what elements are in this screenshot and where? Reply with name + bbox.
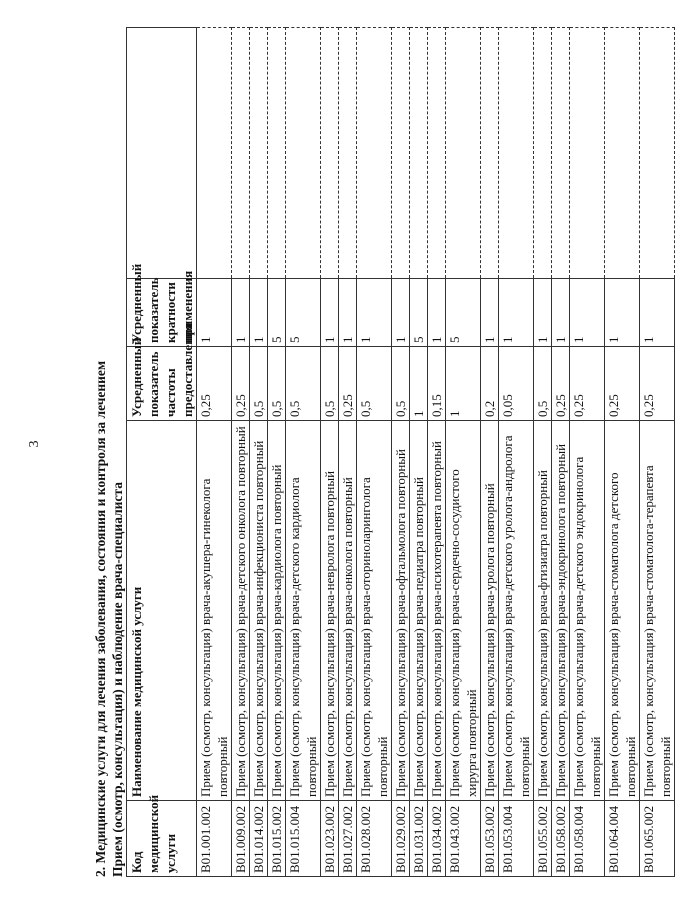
cell-code: B01.029.002 <box>392 801 410 877</box>
cell-multiplicity: 5 <box>446 279 481 347</box>
cell-empty <box>481 28 499 279</box>
cell-multiplicity: 5 <box>286 279 321 347</box>
cell-multiplicity: 5 <box>268 279 286 347</box>
cell-frequency: 1 <box>446 347 481 421</box>
cell-code: B01.058.004 <box>570 801 605 877</box>
cell-empty <box>605 28 640 279</box>
cell-frequency: 0,5 <box>268 347 286 421</box>
cell-name: Прием (осмотр, консультация) врача-невролога повторный <box>321 421 339 801</box>
cell-name: Прием (осмотр, консультация) врача-детского кардиолога повторный <box>286 421 321 801</box>
table-row <box>570 28 605 877</box>
cell-code: B01.055.002 <box>534 801 552 877</box>
cell-frequency: 0,05 <box>499 347 534 421</box>
cell-code: B01.015.002 <box>268 801 286 877</box>
cell-name: Прием (осмотр, консультация) врача-кардиолога повторный <box>268 421 286 801</box>
cell-name: Прием (осмотр, консультация) врача-инфекциониста повторный <box>250 421 268 801</box>
cell-code: B01.009.002 <box>232 801 250 877</box>
cell-empty <box>410 28 428 279</box>
cell-frequency: 0,15 <box>428 347 446 421</box>
table-row <box>410 28 428 877</box>
cell-multiplicity: 1 <box>605 279 640 347</box>
cell-multiplicity: 1 <box>552 279 570 347</box>
cell-code: B01.031.002 <box>410 801 428 877</box>
table-row <box>250 28 268 877</box>
table-row <box>286 28 321 877</box>
cell-name: Прием (осмотр, консультация) врача-детского уролога-андролога повторный <box>499 421 534 801</box>
header-frequency: Усредненный показатель частоты предоставления <box>127 347 197 421</box>
cell-empty <box>339 28 357 279</box>
cell-name: Прием (осмотр, консультация) врача-акушера-гинеколога повторный <box>197 421 232 801</box>
table-row <box>499 28 534 877</box>
table-row <box>357 28 392 877</box>
page-number: 3 <box>27 440 42 448</box>
cell-name: Прием (осмотр, консультация) врача-стоматолога-терапевта повторный <box>640 421 675 801</box>
table-row <box>605 28 640 877</box>
cell-empty <box>499 28 534 279</box>
cell-multiplicity: 5 <box>410 279 428 347</box>
table-row <box>321 28 339 877</box>
cell-multiplicity: 1 <box>232 279 250 347</box>
cell-multiplicity: 1 <box>534 279 552 347</box>
cell-empty <box>570 28 605 279</box>
cell-multiplicity: 1 <box>339 279 357 347</box>
cell-code: B01.065.002 <box>640 801 675 877</box>
cell-multiplicity: 1 <box>321 279 339 347</box>
header-multiplicity: Усредненный показатель кратности применения <box>127 279 197 347</box>
cell-frequency: 1 <box>410 347 428 421</box>
cell-empty <box>534 28 552 279</box>
table-row <box>534 28 552 877</box>
cell-multiplicity: 1 <box>570 279 605 347</box>
cell-code: B01.023.002 <box>321 801 339 877</box>
header-name: Наименование медицинской услуги <box>127 421 197 801</box>
cell-multiplicity: 1 <box>481 279 499 347</box>
header-empty <box>127 28 197 279</box>
services-table <box>126 27 675 877</box>
cell-multiplicity: 1 <box>640 279 675 347</box>
cell-frequency: 0,25 <box>552 347 570 421</box>
table-row <box>481 28 499 877</box>
cell-name: Прием (осмотр, консультация) врача-фтизиатра повторный <box>534 421 552 801</box>
cell-multiplicity: 1 <box>250 279 268 347</box>
cell-frequency: 0,25 <box>640 347 675 421</box>
table-header-row <box>127 28 197 877</box>
cell-name: Прием (осмотр, консультация) врача-уролога повторный <box>481 421 499 801</box>
cell-code: B01.053.002 <box>481 801 499 877</box>
cell-name: Прием (осмотр, консультация) врача-стоматолога детского повторный <box>605 421 640 801</box>
cell-name: Прием (осмотр, консультация) врача-оториноларинголога повторный <box>357 421 392 801</box>
cell-empty <box>197 28 232 279</box>
cell-empty <box>552 28 570 279</box>
table-row <box>552 28 570 877</box>
table-body <box>197 28 675 877</box>
cell-frequency: 0,25 <box>605 347 640 421</box>
cell-empty <box>357 28 392 279</box>
cell-empty <box>250 28 268 279</box>
cell-code: B01.027.002 <box>339 801 357 877</box>
cell-code: B01.034.002 <box>428 801 446 877</box>
cell-empty <box>232 28 250 279</box>
cell-empty <box>392 28 410 279</box>
cell-name: Прием (осмотр, консультация) врача-детского эндокринолога повторный <box>570 421 605 801</box>
cell-code: B01.043.002 <box>446 801 481 877</box>
table-row <box>232 28 250 877</box>
cell-name: Прием (осмотр, консультация) врача-онколога повторный <box>339 421 357 801</box>
cell-frequency: 0,25 <box>570 347 605 421</box>
cell-multiplicity: 1 <box>357 279 392 347</box>
cell-code: B01.015.004 <box>286 801 321 877</box>
cell-empty <box>268 28 286 279</box>
cell-name: Прием (осмотр, консультация) врача-сердечно-сосудистого хирурга повторный <box>446 421 481 801</box>
cell-code: B01.028.002 <box>357 801 392 877</box>
cell-frequency: 0,5 <box>321 347 339 421</box>
cell-frequency: 0,2 <box>481 347 499 421</box>
cell-name: Прием (осмотр, консультация) врача-психотерапевта повторный <box>428 421 446 801</box>
header-code: Код медицинской услуги <box>127 801 197 877</box>
cell-frequency: 0,5 <box>250 347 268 421</box>
cell-code: B01.064.004 <box>605 801 640 877</box>
section-title: 2. Медицинские услуги для лечения заболевания, состояния и контроля за лечением <box>93 360 108 877</box>
cell-code: B01.001.002 <box>197 801 232 877</box>
cell-multiplicity: 1 <box>428 279 446 347</box>
cell-frequency: 0,25 <box>232 347 250 421</box>
cell-empty <box>321 28 339 279</box>
cell-code: B01.053.004 <box>499 801 534 877</box>
table-row <box>339 28 357 877</box>
cell-frequency: 0,5 <box>357 347 392 421</box>
rotated-content <box>92 22 673 877</box>
subsection-title: Прием (осмотр, консультация) и наблюдение врача-специалиста <box>110 482 125 877</box>
cell-code: B01.058.002 <box>552 801 570 877</box>
cell-multiplicity: 1 <box>392 279 410 347</box>
table-row <box>197 28 232 877</box>
cell-multiplicity: 1 <box>197 279 232 347</box>
table-row <box>392 28 410 877</box>
cell-frequency: 0,25 <box>197 347 232 421</box>
cell-empty <box>286 28 321 279</box>
cell-name: Прием (осмотр, консультация) врача-педиатра повторный <box>410 421 428 801</box>
table-row <box>268 28 286 877</box>
table-row <box>640 28 675 877</box>
cell-frequency: 0,5 <box>392 347 410 421</box>
cell-frequency: 0,5 <box>534 347 552 421</box>
table-row <box>446 28 481 877</box>
cell-name: Прием (осмотр, консультация) врача-эндокринолога повторный <box>552 421 570 801</box>
cell-empty <box>640 28 675 279</box>
cell-code: B01.014.002 <box>250 801 268 877</box>
cell-empty <box>446 28 481 279</box>
cell-frequency: 0,5 <box>286 347 321 421</box>
cell-empty <box>428 28 446 279</box>
cell-frequency: 0,25 <box>339 347 357 421</box>
cell-name: Прием (осмотр, консультация) врача-детского онколога повторный <box>232 421 250 801</box>
cell-multiplicity: 1 <box>499 279 534 347</box>
cell-name: Прием (осмотр, консультация) врача-офтальмолога повторный <box>392 421 410 801</box>
table-row <box>428 28 446 877</box>
